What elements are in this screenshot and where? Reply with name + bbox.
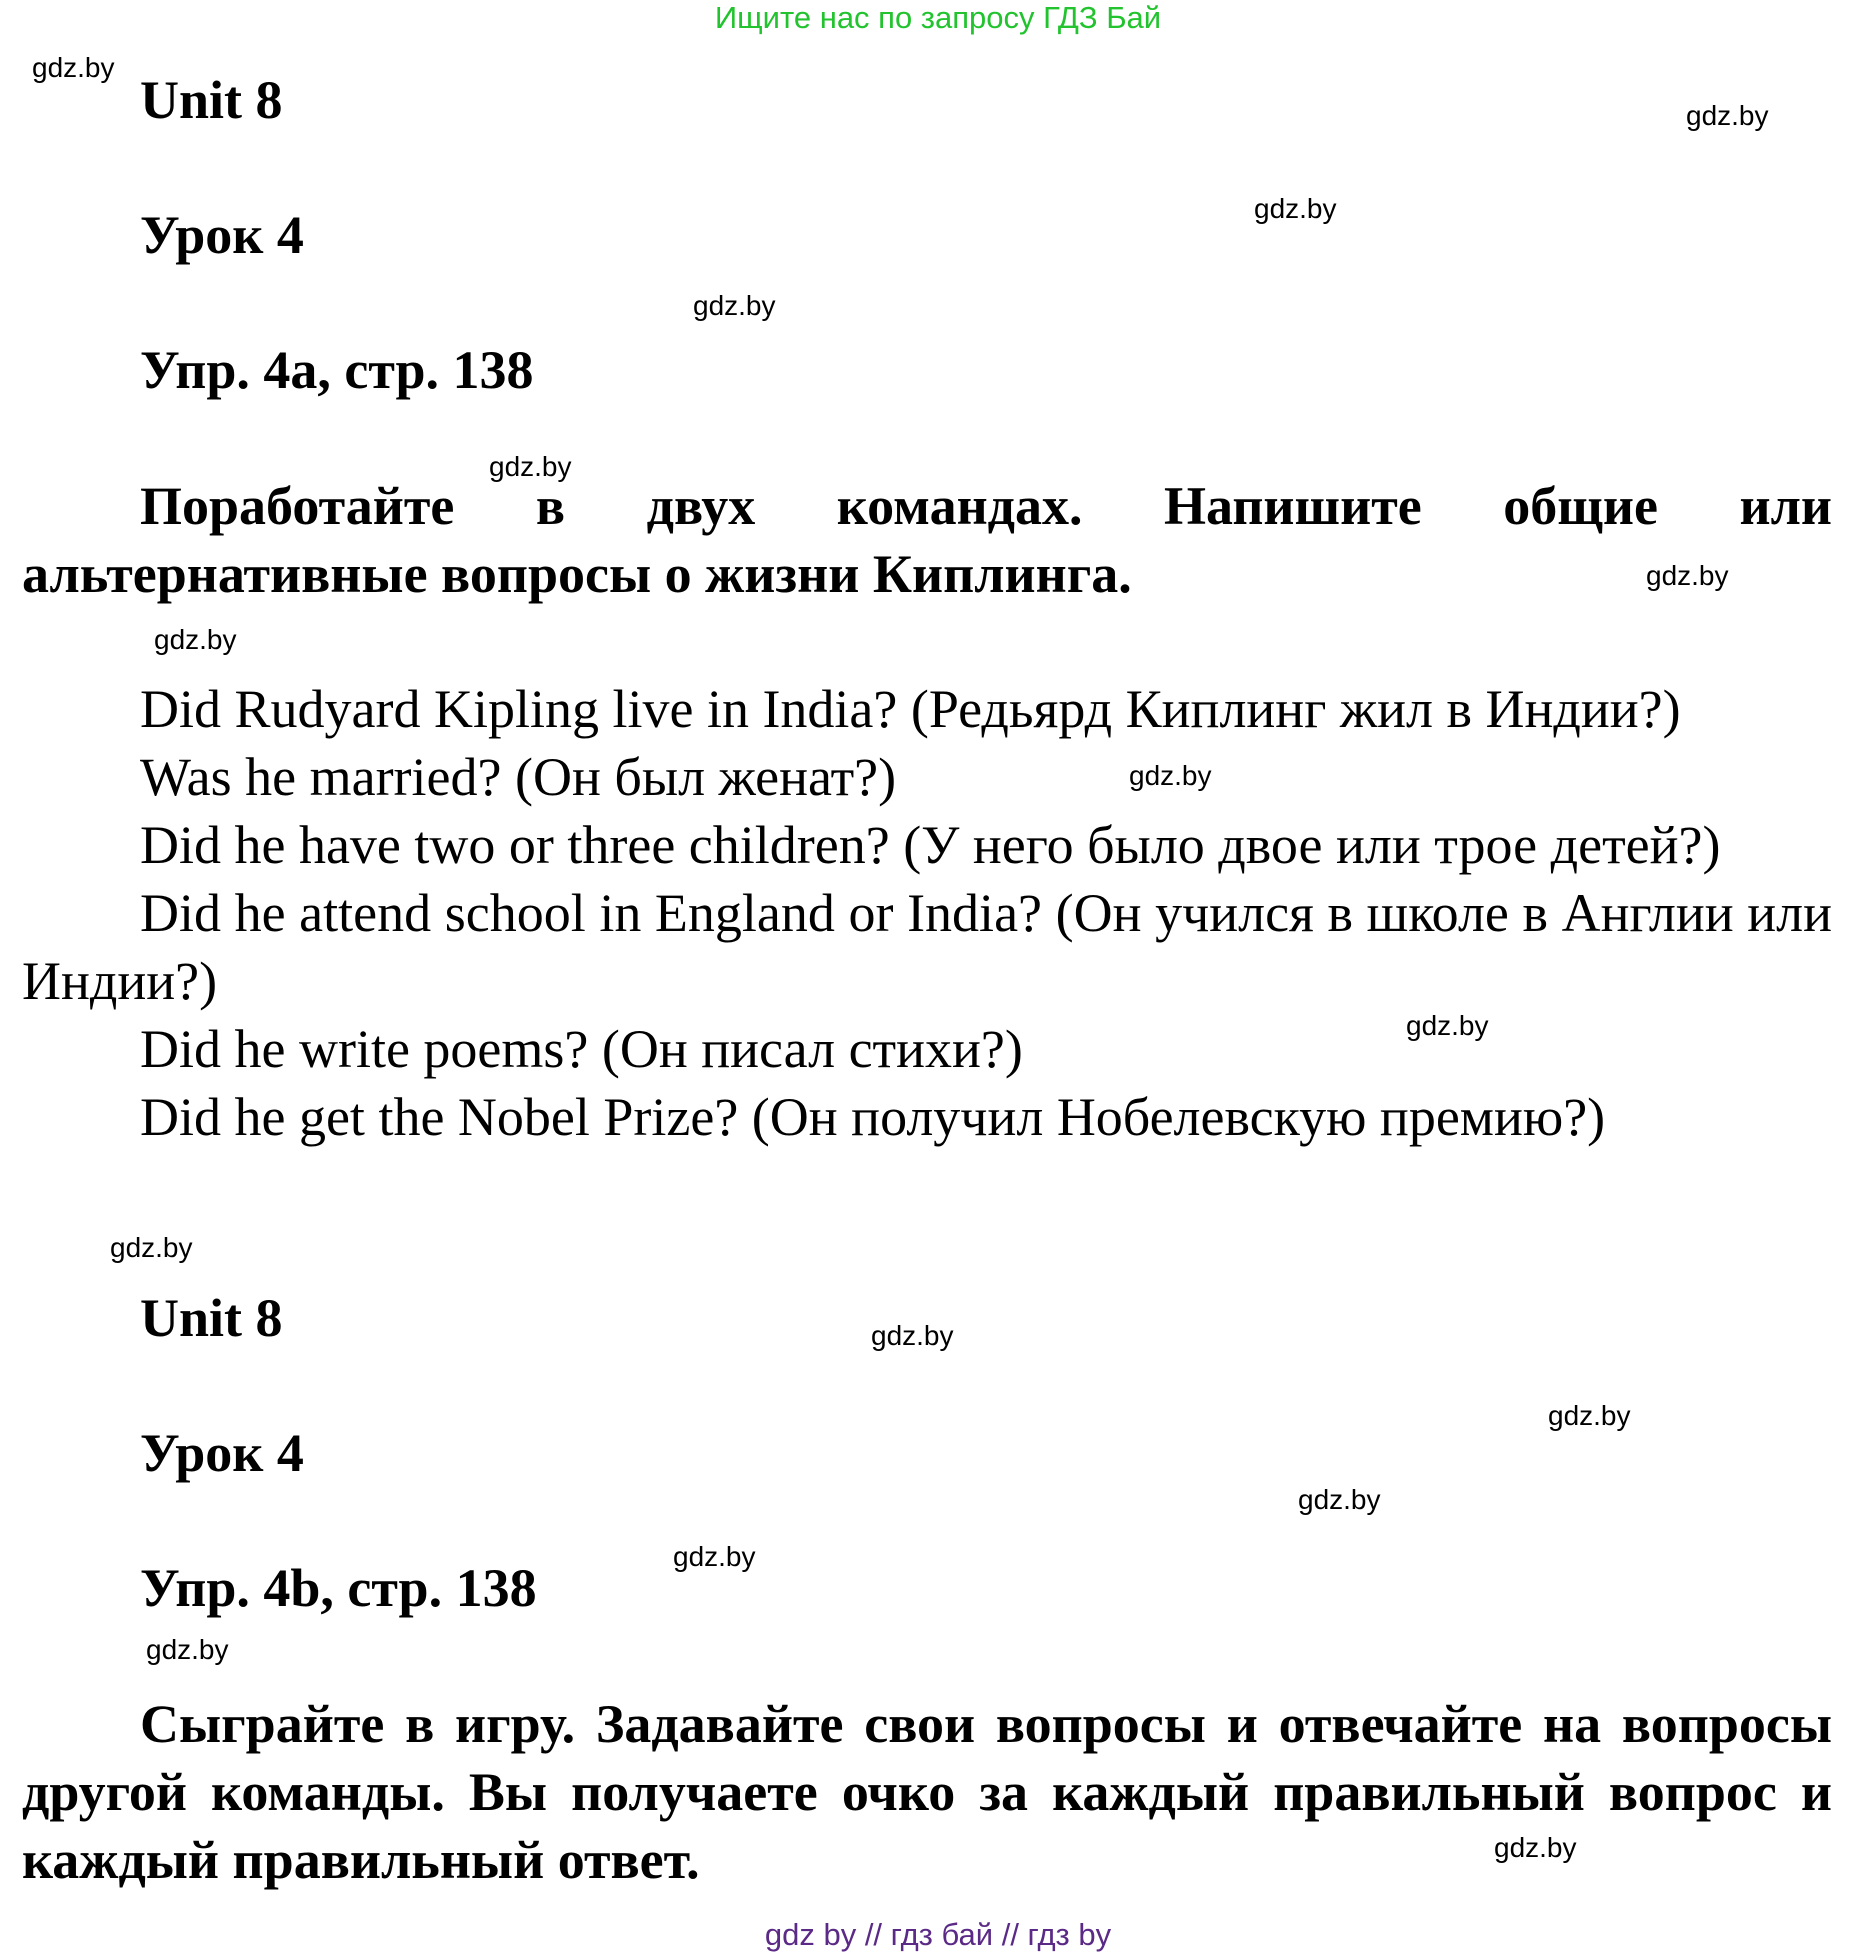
answer-item: Did he have two or three children? (У него было двое или трое детей?) xyxy=(140,815,1721,875)
lesson-heading-1: Урок 4 xyxy=(140,205,304,265)
task-text-4a: Поработайте в двух командах. Напишите общие или альтернативные вопросы о жизни Киплинга. xyxy=(22,476,1832,604)
watermark: gdz.by xyxy=(110,1232,193,1263)
answer-list xyxy=(22,675,1832,1151)
watermark: gdz.by xyxy=(1494,1832,1577,1863)
footer-links: gdz by // гдз бай // гдз by xyxy=(764,1917,1112,1952)
watermark: gdz.by xyxy=(489,451,572,482)
answer-item: Did he attend school in England or India? (Он учился в школе в Англии или Индии?) xyxy=(22,883,1832,1011)
search-banner: Ищите нас по запросу ГДЗ Бай xyxy=(714,0,1162,35)
watermark: gdz.by xyxy=(1406,1010,1489,1041)
exercise-heading-4a: Упр. 4a, стр. 138 xyxy=(140,340,534,400)
answer-item: Did he write poems? (Он писал стихи?) xyxy=(140,1019,1023,1079)
answer-item: Did Rudyard Kipling live in India? (Редьярд Киплинг жил в Индии?) xyxy=(140,679,1681,739)
watermark: gdz.by xyxy=(1646,560,1729,591)
task-text-4b: Сыграйте в игру. Задавайте свои вопросы и отвечайте на вопросы другой команды. Вы получаете очко за каждый правильный вопрос и каждый правильный ответ. xyxy=(22,1694,1832,1890)
unit-heading-1: Unit 8 xyxy=(140,70,283,130)
watermark: gdz.by xyxy=(1298,1484,1381,1515)
answer-item: Was he married? (Он был женат?) xyxy=(140,747,897,807)
watermark: gdz.by xyxy=(1548,1400,1631,1431)
watermark: gdz.by xyxy=(32,52,115,83)
watermark: gdz.by xyxy=(673,1541,756,1572)
lesson-heading-2: Урок 4 xyxy=(140,1423,304,1483)
watermark: gdz.by xyxy=(154,624,237,655)
watermark: gdz.by xyxy=(693,290,776,321)
watermark: gdz.by xyxy=(1254,193,1337,224)
watermark: gdz.by xyxy=(146,1634,229,1665)
exercise-heading-4b: Упр. 4b, стр. 138 xyxy=(140,1558,537,1618)
watermark: gdz.by xyxy=(1686,100,1769,131)
watermark: gdz.by xyxy=(1129,760,1212,791)
unit-heading-2: Unit 8 xyxy=(140,1288,283,1348)
watermark: gdz.by xyxy=(871,1320,954,1351)
answer-item: Did he get the Nobel Prize? (Он получил Нобелевскую премию?) xyxy=(140,1087,1606,1147)
